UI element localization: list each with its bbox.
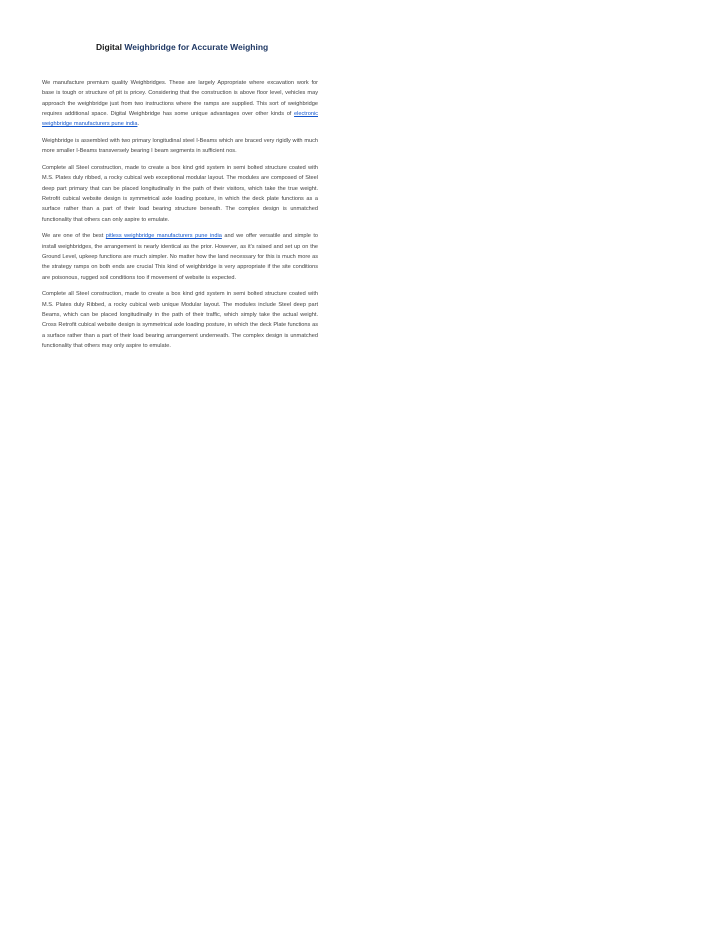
paragraph-1-text: We manufacture premium quality Weighbridges. These are largely Appropriate where excavation work for base is tough or structure of pit is pricey. Considering that the construction is above floor level, vehicles may approach the weighbridge just from two instructions where the ramps are supplied. This sort of weighbridge requires additional space. Digital Weighbridge has some unique advantages over other kinds of xyxy=(42,80,318,117)
pitless-weighbridge-link[interactable]: pitless weighbridge manufacturers pune india xyxy=(105,233,222,240)
paragraph-5: Complete all Steel construction, made to create a box kind grid system in semi bolted structure coated with M.S. Plates duly Ribbed, a rocky cubical web unique Modular layout. The modules include Steel deep part Beams, which can be placed longitudinally in the path of their traffic, which simply take the actual weight. Cross Retrofit cubical website design is symmetrical axle loading posture, in which the deck Plate functions as a surface rather than a part of their load bearing arrangement underneath. The complex design is unmatched functionality that others may only aspire to emulate. xyxy=(42,291,318,349)
paragraph-3: Complete all Steel construction, made to create a box kind grid system in semi bolted structure coated with M.S. Plates duly ribbed, a rocky cubical web exceptional modular layout. The modules are composed of Steel deep part primary that can be placed longitudinally in the path of their visitors, which take the true weight. Retrofit cubical website design is symmetrical axle loading posture, in which the deck plate functions as a surface rather than a part of their load bearing structure beneath. The complex design is unmatched functionality that others can only aspire to emulate. xyxy=(42,165,318,223)
electronic-weighbridge-link[interactable]: electronic weighbridge manufacturers pune india xyxy=(42,110,318,128)
paragraph-4 xyxy=(42,231,318,282)
document-body xyxy=(42,78,318,358)
title-part-2: Weighbridge for Accurate Weighing xyxy=(124,42,269,52)
paragraph-1-end: . xyxy=(137,121,140,128)
paragraph-2: Weighbridge is assembled with two primary longitudinal steel I-Beams which are braced very rigidly with much more smaller I-Beams transversely bearing I beam segments in sufficient nos. xyxy=(42,137,318,155)
paragraph-1 xyxy=(42,78,318,129)
document-title xyxy=(96,42,268,53)
title-part-1: Digital xyxy=(96,42,122,52)
paragraph-4-text: and we offer versatile and simple to install weighbridges, the arrangement is nearly identical as the prior. However, as it's raised and set up on the Ground Level, upkeep functions are much simpler. No matter how the land necessary for this is much more as the strategy ramps on both ends are crucial This kind of weighbridge is very appropriate if the site conditions are poisonous, rugged soil conditions too if movement of website is expected. xyxy=(42,233,318,281)
paragraph-4-start: We are one of the best xyxy=(42,233,106,240)
